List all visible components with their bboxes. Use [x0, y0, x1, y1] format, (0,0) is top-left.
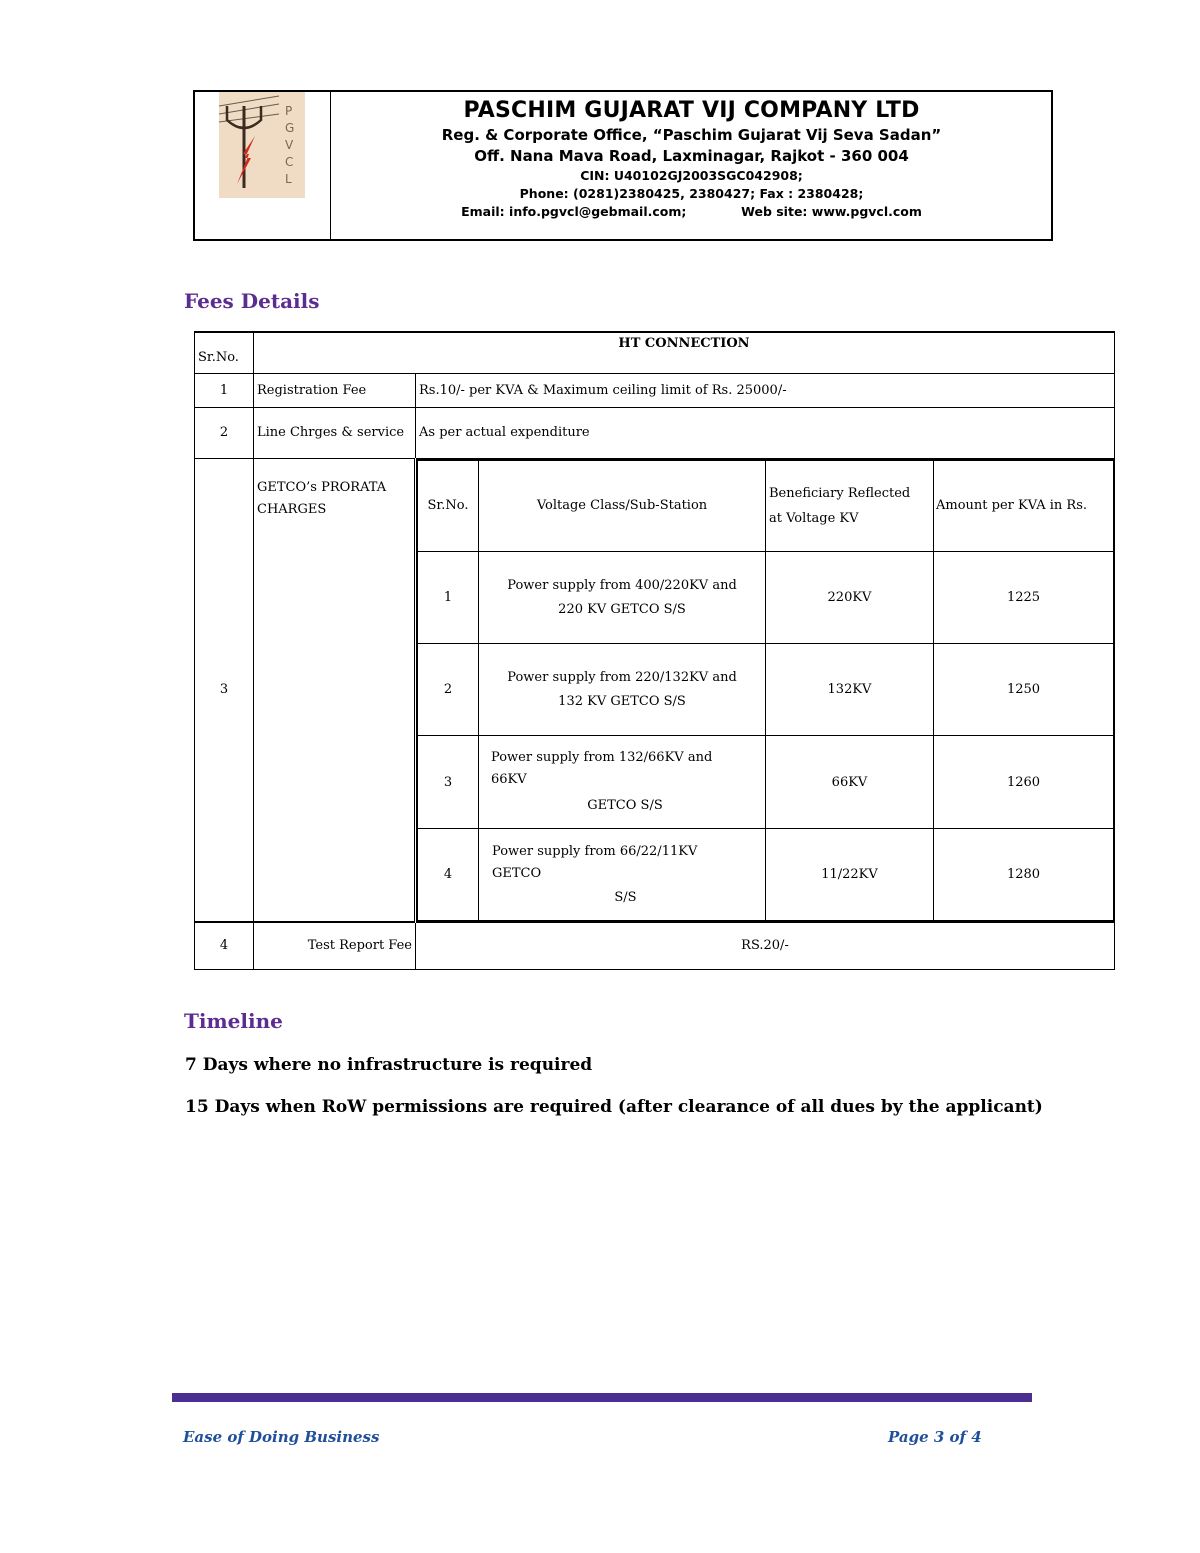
company-cin: CIN: U40102GJ2003SGC042908; — [580, 168, 803, 183]
logo-letter: P — [285, 104, 293, 118]
footer-title: Ease of Doing Business — [183, 1428, 380, 1446]
fees-table — [194, 331, 1115, 970]
timeline-heading: Timeline — [184, 1009, 283, 1033]
getco-subtable-cell — [416, 458, 1115, 922]
voltage-class-line: S/S — [614, 889, 637, 905]
logo-letter: L — [285, 172, 292, 186]
beneficiary-kv-header: Beneficiary Reflected at Voltage KV — [766, 460, 934, 552]
logo-cell — [195, 92, 331, 239]
row-value: As per actual expenditure — [416, 407, 1115, 458]
ht-connection-header: HT CONNECTION — [254, 332, 1115, 373]
voltage-class-line: GETCO S/S — [587, 798, 663, 813]
sub-srno: 4 — [418, 829, 479, 921]
amount-per-kva: 1280 — [934, 829, 1114, 921]
logo-letter: G — [285, 121, 295, 135]
table-row — [418, 829, 1114, 921]
row-srno: 1 — [195, 373, 254, 407]
timeline-item: 7 Days where no infrastructure is required — [185, 1055, 593, 1075]
getco-row — [195, 458, 1115, 922]
row-srno: 4 — [195, 922, 254, 969]
corporate-office: Reg. & Corporate Office, “Paschim Gujarat Vij Seva Sadan” — [441, 126, 942, 144]
letterhead-text — [332, 92, 1051, 219]
voltage-class — [479, 644, 766, 736]
company-website: Web site: www.pgvcl.com — [741, 204, 922, 219]
subtable-header-row — [418, 460, 1114, 552]
beneficiary-kv: 220KV — [766, 552, 934, 644]
voltage-class-line: Power supply from 132/66KV and 66KV — [491, 750, 713, 787]
company-address: Off. Nana Mava Road, Laxminagar, Rajkot - 360 004 — [474, 147, 909, 165]
table-row — [418, 736, 1114, 829]
row-value: Rs.10/- per KVA & Maximum ceiling limit of Rs. 25000/- — [416, 373, 1115, 407]
pgvcl-logo — [219, 92, 305, 198]
row-srno: 3 — [195, 458, 254, 922]
sub-srno-header: Sr.No. — [418, 460, 479, 552]
beneficiary-kv: 132KV — [766, 644, 934, 736]
fees-heading: Fees Details — [184, 289, 320, 313]
letterhead — [193, 90, 1053, 241]
getco-subtable — [417, 459, 1114, 922]
voltage-class-line: Power supply from 400/220KV and — [507, 577, 737, 593]
logo-letter: C — [285, 155, 294, 169]
row-srno: 2 — [195, 407, 254, 458]
voltage-class — [479, 736, 766, 829]
getco-label: GETCO’s PRORATA CHARGES — [254, 458, 416, 922]
beneficiary-kv: 66KV — [766, 736, 934, 829]
sub-srno: 3 — [418, 736, 479, 829]
table-row — [195, 407, 1115, 458]
footer-rule — [172, 1393, 1032, 1402]
company-name: PASCHIM GUJARAT VIJ COMPANY LTD — [463, 98, 920, 123]
table-row — [418, 552, 1114, 644]
sub-srno: 2 — [418, 644, 479, 736]
voltage-class-line: Power supply from 66/22/11KV GETCO — [492, 843, 698, 881]
row-name: Registration Fee — [254, 373, 416, 407]
voltage-class — [479, 829, 766, 921]
table-row — [195, 373, 1115, 407]
company-contacts — [332, 204, 1051, 219]
sub-srno: 1 — [418, 552, 479, 644]
amount-per-kva: 1260 — [934, 736, 1114, 829]
amount-per-kva: 1250 — [934, 644, 1114, 736]
timeline-item: 15 Days when RoW permissions are required (after clearance of all dues by the applicant) — [185, 1097, 1043, 1117]
company-phone: Phone: (0281)2380425, 2380427; Fax : 2380428; — [519, 186, 864, 201]
page-number: Page 3 of 4 — [888, 1428, 982, 1446]
voltage-class-line: 220 KV GETCO S/S — [558, 601, 686, 617]
voltage-class-line: 132 KV GETCO S/S — [558, 693, 686, 709]
srno-header: Sr.No. — [195, 332, 254, 373]
row-value: RS.20/- — [416, 922, 1115, 969]
table-row — [195, 922, 1115, 969]
table-row — [418, 644, 1114, 736]
company-email: Email: info.pgvcl@gebmail.com; — [461, 204, 687, 219]
amount-header: Amount per KVA in Rs. — [934, 460, 1114, 552]
row-name: Line Chrges & service — [254, 407, 416, 458]
logo-letter: V — [285, 138, 294, 152]
beneficiary-kv: 11/22KV — [766, 829, 934, 921]
voltage-class — [479, 552, 766, 644]
row-name: Test Report Fee — [254, 922, 416, 969]
amount-per-kva: 1225 — [934, 552, 1114, 644]
voltage-class-header: Voltage Class/Sub-Station — [479, 460, 766, 552]
voltage-class-line: Power supply from 220/132KV and — [507, 669, 737, 685]
